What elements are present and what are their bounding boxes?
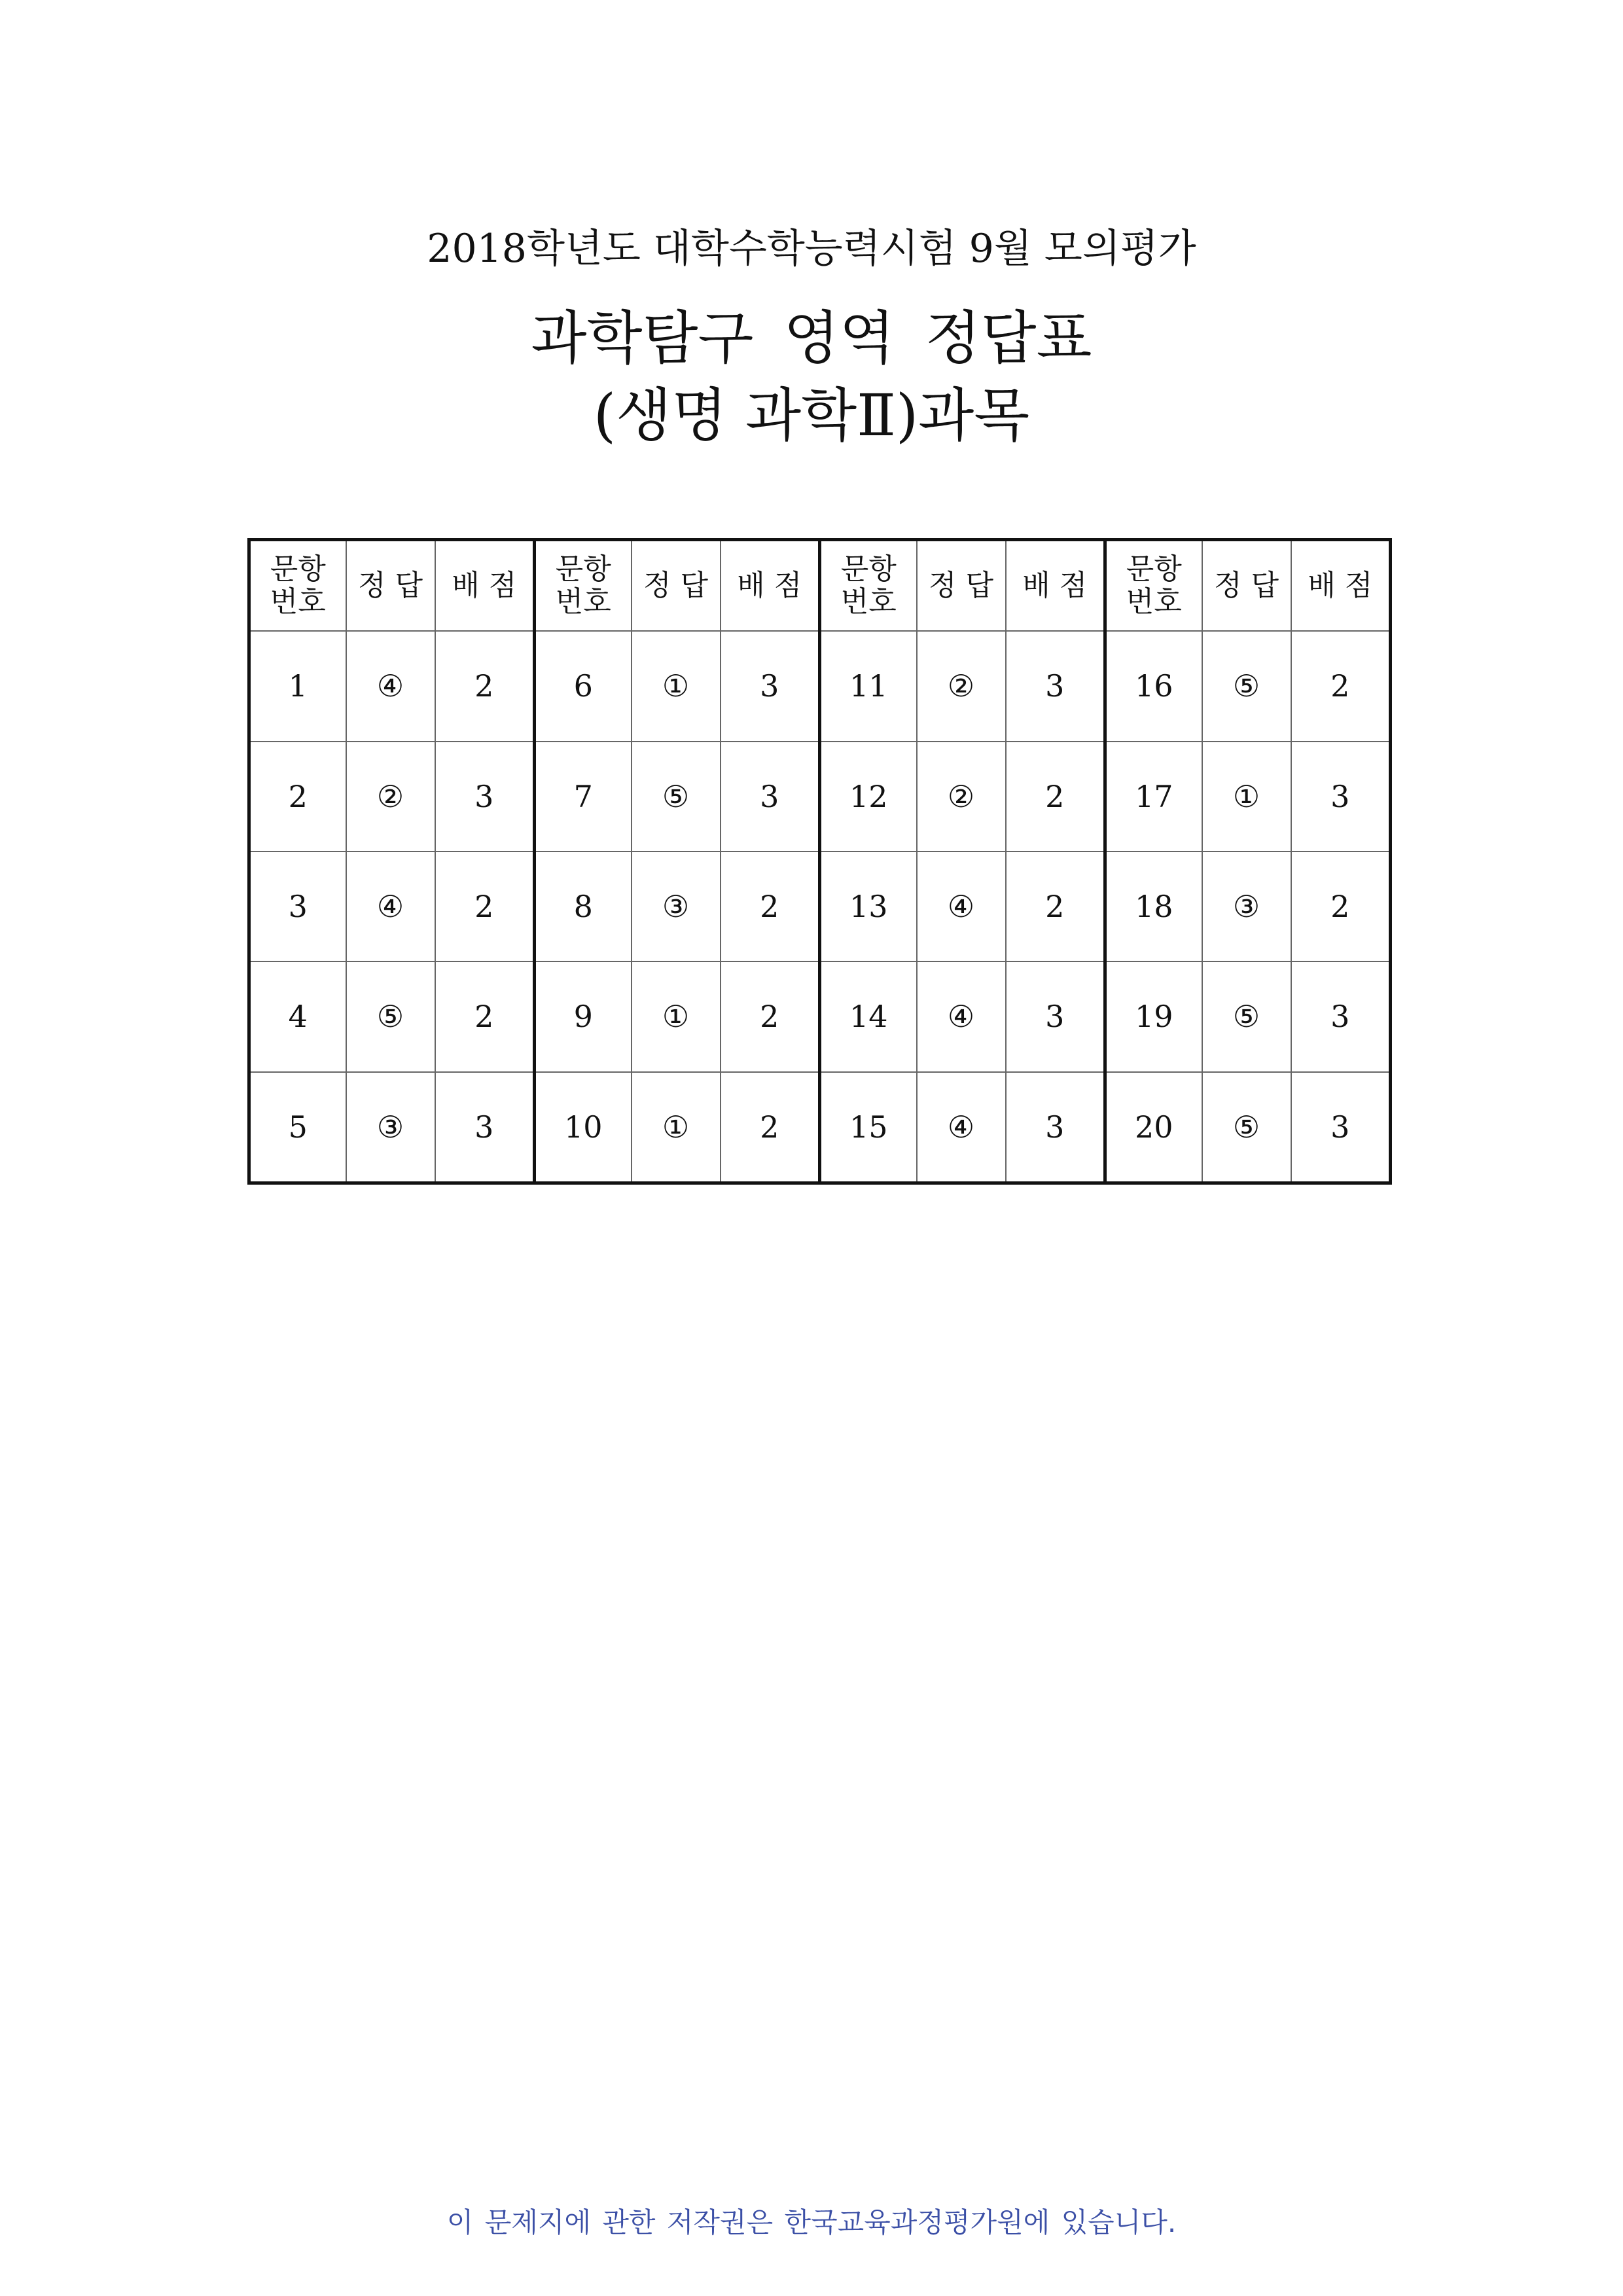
page-title: 과학탐구 영역 정답표	[531, 304, 1092, 372]
question-number: 15	[820, 1072, 917, 1183]
header-number: 문항번호	[535, 540, 632, 632]
question-number: 4	[249, 961, 346, 1071]
table-row	[249, 852, 1391, 961]
question-number: 8	[535, 852, 632, 961]
question-number: 12	[820, 742, 917, 852]
header-points: 배 점	[1291, 540, 1391, 632]
copyright-notice: 이 문제지에 관한 저작권은 한국교육과정평가원에 있습니다.	[446, 2206, 1177, 2238]
points-cell: 3	[435, 742, 535, 852]
exam-subtitle: 2018학년도 대학수학능력시험 9월 모의평가	[427, 226, 1196, 272]
points-cell: 2	[721, 961, 820, 1071]
points-cell: 3	[435, 1072, 535, 1183]
answer-cell: ③	[632, 852, 721, 961]
answer-cell: ③	[1202, 852, 1291, 961]
header-points: 배 점	[1006, 540, 1105, 632]
question-number: 6	[535, 631, 632, 741]
header-answer: 정 답	[632, 540, 721, 632]
answer-cell: ⑤	[346, 961, 435, 1071]
points-cell: 3	[721, 631, 820, 741]
answer-cell: ②	[917, 631, 1006, 741]
question-number: 19	[1105, 961, 1202, 1071]
answer-cell: ①	[632, 631, 721, 741]
points-cell: 2	[435, 852, 535, 961]
points-cell: 3	[1291, 1072, 1391, 1183]
header-points: 배 점	[721, 540, 820, 632]
header-answer: 정 답	[1202, 540, 1291, 632]
question-number: 18	[1105, 852, 1202, 961]
question-number: 17	[1105, 742, 1202, 852]
points-cell: 3	[1006, 631, 1105, 741]
points-cell: 3	[1291, 961, 1391, 1071]
answer-cell: ⑤	[1202, 631, 1291, 741]
answer-cell: ③	[346, 1072, 435, 1183]
points-cell: 3	[1006, 961, 1105, 1071]
header-number: 문항번호	[820, 540, 917, 632]
header-answer: 정 답	[346, 540, 435, 632]
points-cell: 3	[1006, 1072, 1105, 1183]
answer-cell: ①	[632, 1072, 721, 1183]
points-cell: 2	[1291, 852, 1391, 961]
answer-cell: ①	[1202, 742, 1291, 852]
points-cell: 2	[435, 631, 535, 741]
question-number: 10	[535, 1072, 632, 1183]
points-cell: 2	[721, 1072, 820, 1183]
question-number: 2	[249, 742, 346, 852]
question-number: 20	[1105, 1072, 1202, 1183]
answer-cell: ⑤	[1202, 961, 1291, 1071]
answer-cell: ④	[917, 961, 1006, 1071]
header-number: 문항번호	[1105, 540, 1202, 632]
points-cell: 2	[435, 961, 535, 1071]
subject-title: (생명 과학Ⅱ)과목	[593, 382, 1030, 449]
answer-cell: ④	[346, 852, 435, 961]
answer-cell: ④	[917, 1072, 1006, 1183]
table-row	[249, 631, 1391, 741]
question-number: 3	[249, 852, 346, 961]
header-answer: 정 답	[917, 540, 1006, 632]
answer-cell: ①	[632, 961, 721, 1071]
answer-cell: ②	[346, 742, 435, 852]
table-row	[249, 1072, 1391, 1183]
answer-cell: ④	[917, 852, 1006, 961]
points-cell: 2	[1291, 631, 1391, 741]
question-number: 13	[820, 852, 917, 961]
points-cell: 2	[1006, 852, 1105, 961]
header-points: 배 점	[435, 540, 535, 632]
points-cell: 3	[1291, 742, 1391, 852]
question-number: 5	[249, 1072, 346, 1183]
question-number: 9	[535, 961, 632, 1071]
answer-key-table	[247, 538, 1392, 1185]
answer-cell: ②	[917, 742, 1006, 852]
question-number: 14	[820, 961, 917, 1071]
question-number: 16	[1105, 631, 1202, 741]
answer-cell: ④	[346, 631, 435, 741]
table-row	[249, 742, 1391, 852]
table-header-row	[249, 540, 1391, 632]
points-cell: 3	[721, 742, 820, 852]
question-number: 1	[249, 631, 346, 741]
answer-cell: ⑤	[1202, 1072, 1291, 1183]
points-cell: 2	[1006, 742, 1105, 852]
answer-cell: ⑤	[632, 742, 721, 852]
table-row	[249, 961, 1391, 1071]
question-number: 11	[820, 631, 917, 741]
question-number: 7	[535, 742, 632, 852]
points-cell: 2	[721, 852, 820, 961]
header-number: 문항번호	[249, 540, 346, 632]
